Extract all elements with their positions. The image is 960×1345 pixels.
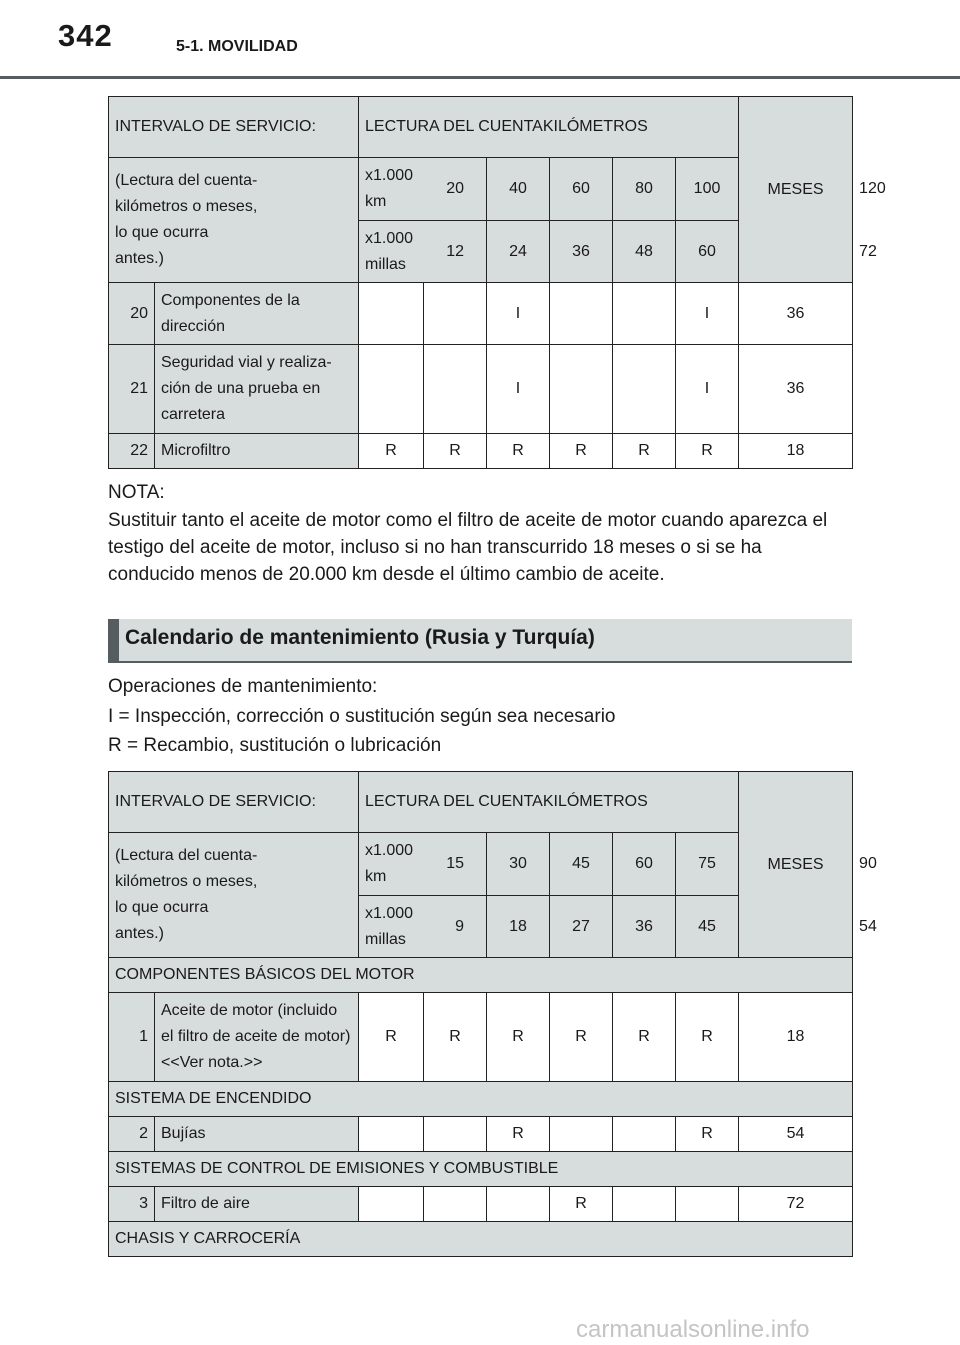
months-label: MESES: [739, 97, 853, 283]
row-item: Seguridad vial y realiza-ción de una prueba en carretera: [155, 345, 359, 434]
odometer-label: LECTURA DEL CUENTAKILÓMETROS: [359, 97, 739, 158]
header-divider: [0, 76, 960, 79]
calendar-heading-text: Calendario de mantenimiento (Rusia y Turquía): [125, 626, 595, 649]
row-value: R: [487, 1117, 550, 1152]
row-value: R: [613, 434, 676, 469]
row-value: R: [550, 1187, 613, 1222]
row-value: [359, 1187, 424, 1222]
row-value: [676, 1187, 739, 1222]
row-value: R: [487, 434, 550, 469]
row-value: R: [359, 434, 424, 469]
row-months: 54: [739, 1117, 853, 1152]
row-number: 21: [109, 345, 155, 434]
months-label: MESES: [739, 772, 853, 958]
miles-value: 45: [676, 896, 739, 958]
km-value: 40: [487, 158, 550, 221]
row-item: Filtro de aire: [155, 1187, 359, 1222]
row-value: I: [676, 283, 739, 345]
miles-label: x1.000 millas 12: [359, 221, 487, 283]
miles-value: 12: [446, 242, 465, 260]
km-value: 30: [487, 833, 550, 896]
row-value: [613, 1117, 676, 1152]
row-value: R: [359, 993, 424, 1082]
miles-value: 9: [455, 917, 465, 935]
calendar-heading: [108, 619, 852, 663]
table-row: [109, 1117, 853, 1152]
row-months: 36: [739, 345, 853, 434]
row-value: R: [424, 434, 487, 469]
interval-label: INTERVALO DE SERVICIO:: [109, 97, 359, 158]
interval-label: INTERVALO DE SERVICIO:: [109, 772, 359, 833]
row-value: [359, 345, 424, 434]
row-number: 20: [109, 283, 155, 345]
row-months: 72: [739, 1187, 853, 1222]
heading-accent-bar: [108, 619, 119, 661]
miles-value: 27: [550, 896, 613, 958]
section-row-engine: COMPONENTES BÁSICOS DEL MOTOR: [109, 958, 853, 993]
row-value: [424, 345, 487, 434]
row-value: [550, 1117, 613, 1152]
row-value: [359, 1117, 424, 1152]
row-number: 22: [109, 434, 155, 469]
km-value: 20: [446, 180, 465, 197]
row-value: [424, 1187, 487, 1222]
reading-note: (Lectura del cuenta-kilómetros o meses, lo que ocurra antes.): [109, 158, 359, 283]
miles-value: 48: [613, 221, 676, 283]
section-row-emissions: SISTEMAS DE CONTROL DE EMISIONES Y COMBUSTIBLE: [109, 1152, 853, 1187]
km-value: 80: [613, 158, 676, 221]
row-value: R: [676, 993, 739, 1082]
watermark: carmanualsonline.info: [576, 1316, 810, 1343]
row-value: [550, 345, 613, 434]
note-text: Sustituir tanto el aceite de motor como el filtro de aceite de motor cuando aparezca el testigo del aceite de motor, incluso si no han transcurrido 18 meses o si se ha conducido menos de 20.000 km desde el último cambio de aceite.: [108, 510, 828, 585]
table-row: [109, 345, 853, 434]
km-label: x1.000 km 15: [359, 833, 487, 896]
table-row: [109, 1187, 853, 1222]
row-item: Componentes de la dirección: [155, 283, 359, 345]
miles-value: 24: [487, 221, 550, 283]
section-row-ignition: SISTEMA DE ENCENDIDO: [109, 1082, 853, 1117]
row-value: R: [487, 993, 550, 1082]
page-number: 342: [58, 18, 113, 53]
row-number: 3: [109, 1187, 155, 1222]
row-value: R: [550, 434, 613, 469]
miles-value: 36: [550, 221, 613, 283]
table-row: [109, 434, 853, 469]
section-row-chassis: CHASIS Y CARROCERÍA: [109, 1222, 853, 1257]
km-label: x1.000 km 20: [359, 158, 487, 221]
km-value: 45: [550, 833, 613, 896]
row-months: 36: [739, 283, 853, 345]
maintenance-table-2: INTERVALO DE SERVICIO: LECTURA DEL CUENTAKILÓMETROS MESES (Lectura del cuenta-kilómetros o meses, lo que ocurra antes.) x1.000 km 15 30 45 60 75 90 x1.000 millas 9 18 27 36 45 54 COMPONENTES BÁSICOS DEL MOTOR 1 Aceite de motor (incluido el filtro de aceite de motor) <<Ver nota.>> R R R R R R 18 SISTEMA DE ENCENDIDO 2 Bujías R R 54 SISTEMAS DE CONTROL DE EMISIONES Y COMBUSTIBLE 3 Filtro de aire R 72 CHASIS Y CARROCERÍA: [108, 771, 853, 1257]
miles-value: 36: [613, 896, 676, 958]
operations-label: Operaciones de mantenimiento:: [108, 676, 378, 697]
row-item: Microfiltro: [155, 434, 359, 469]
row-months: 18: [739, 434, 853, 469]
row-value: I: [487, 283, 550, 345]
row-value: R: [676, 1117, 739, 1152]
table-row: [109, 993, 853, 1082]
row-value: [613, 345, 676, 434]
odometer-label: LECTURA DEL CUENTAKILÓMETROS: [359, 772, 739, 833]
row-value: R: [550, 993, 613, 1082]
row-value: R: [676, 434, 739, 469]
km-value: 100: [676, 158, 739, 221]
row-value: [550, 283, 613, 345]
maintenance-table-1: INTERVALO DE SERVICIO: LECTURA DEL CUENTAKILÓMETROS MESES (Lectura del cuenta-kilómetros o meses, lo que ocurra antes.) x1.000 km 20 40 60 80 100 120 x1.000 millas 12 24 36 48 60 72 20 Componentes de la dirección I I 36 21 Seguridad vial y realiza-ción de una prueba en carretera I I 36 22 Microfiltro R R R R R R 18: [108, 96, 853, 469]
km-value: 15: [446, 855, 465, 872]
table-row: [109, 283, 853, 345]
row-value: [424, 1117, 487, 1152]
row-number: 2: [109, 1117, 155, 1152]
miles-value: 60: [676, 221, 739, 283]
row-item: Aceite de motor (incluido el filtro de aceite de motor) <<Ver nota.>>: [155, 993, 359, 1082]
row-value: [359, 283, 424, 345]
row-value: R: [424, 993, 487, 1082]
section-title: 5-1. MOVILIDAD: [176, 38, 298, 55]
row-number: 1: [109, 993, 155, 1082]
row-item: Bujías: [155, 1117, 359, 1152]
row-value: I: [676, 345, 739, 434]
km-value: 75: [676, 833, 739, 896]
row-value: I: [487, 345, 550, 434]
km-value: 60: [613, 833, 676, 896]
row-value: [424, 283, 487, 345]
page-header: [0, 0, 960, 80]
legend-replacement: R = Recambio, sustitución o lubricación: [108, 735, 442, 756]
reading-note: (Lectura del cuenta-kilómetros o meses, lo que ocurra antes.): [109, 833, 359, 958]
row-months: 18: [739, 993, 853, 1082]
miles-label: x1.000 millas 9: [359, 896, 487, 958]
miles-value: 18: [487, 896, 550, 958]
note-title: NOTA:: [108, 482, 165, 503]
legend-inspection: I = Inspección, corrección o sustitución según sea necesario: [108, 706, 616, 727]
km-value: 60: [550, 158, 613, 221]
row-value: [613, 1187, 676, 1222]
row-value: R: [613, 993, 676, 1082]
row-value: [487, 1187, 550, 1222]
row-value: [613, 283, 676, 345]
